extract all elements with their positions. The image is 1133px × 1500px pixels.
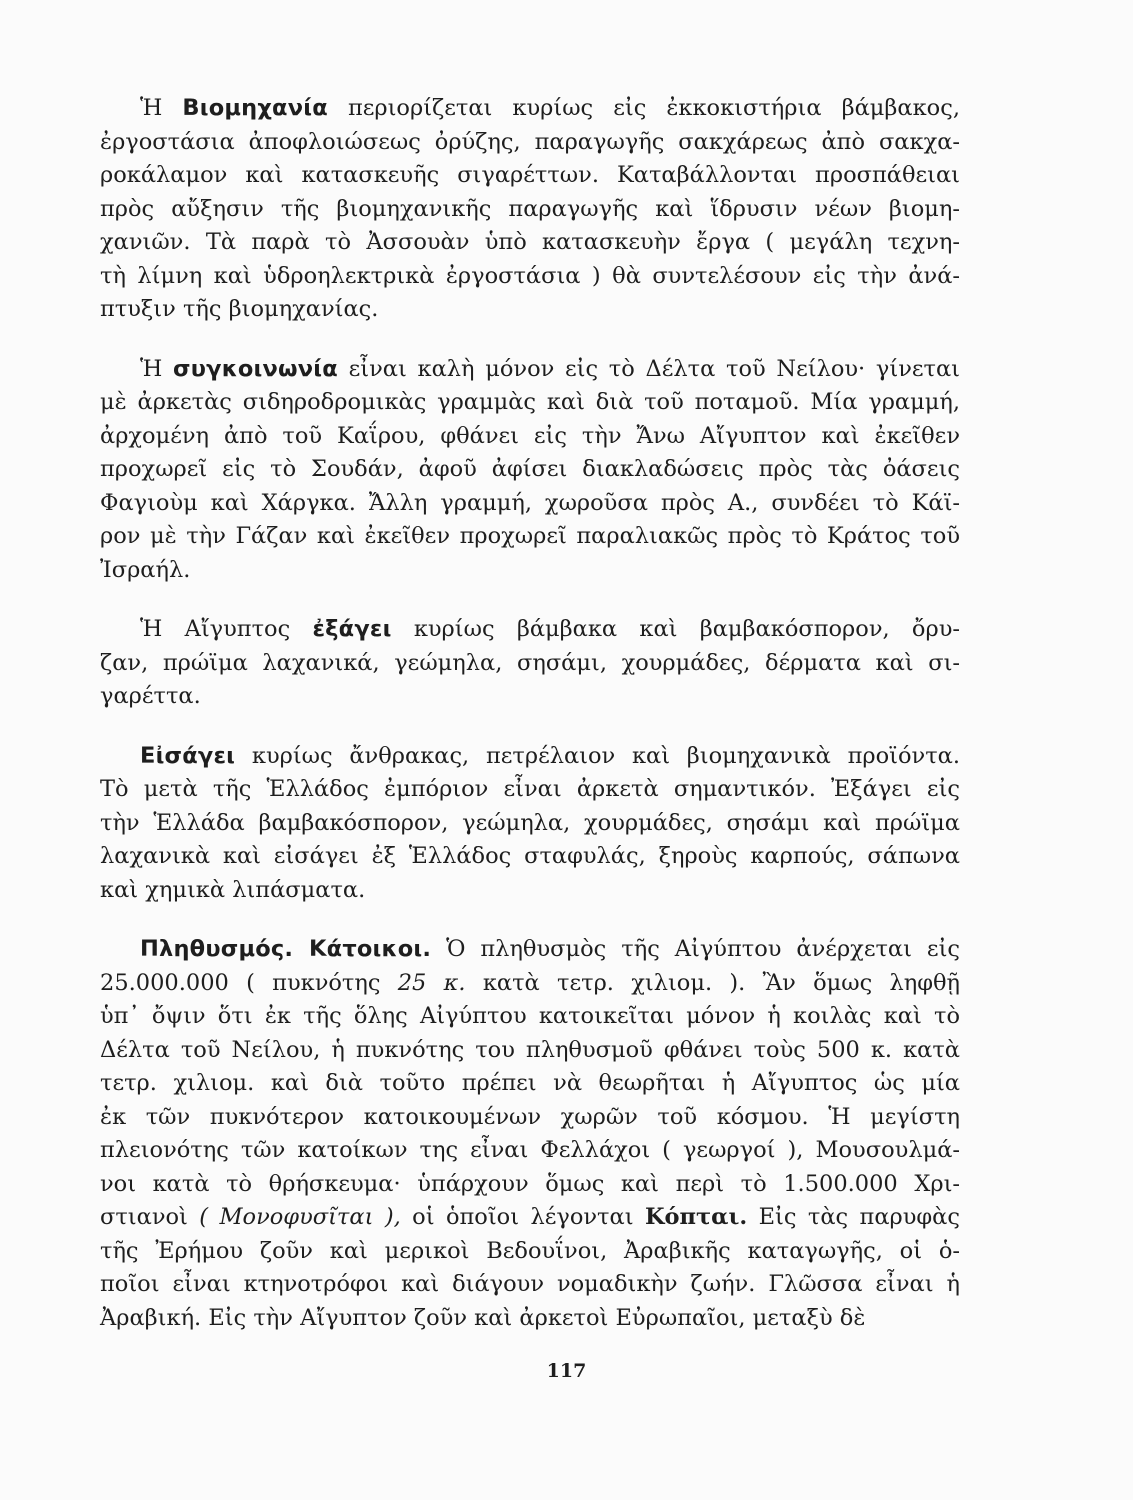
text-line [100,773,960,805]
heading-term: Βιομηχανία [182,95,328,121]
text-line [100,967,960,999]
text-line [100,554,960,586]
text-run: ζαν, πρώϊμα λαχανικά, γεώμηλα, σησάμι, χουρμάδες, δέρματα καὶ σι- [100,650,960,676]
text-line [100,126,960,158]
text-run: πλειονότης τῶν κατοίκων της εἶναι Φελλάχοι ( γεωργοί ), Μουσουλμά- [100,1137,960,1163]
text-line [100,193,960,225]
text-line [100,226,960,258]
text-line [100,874,960,906]
text-run: Ἰσραήλ. [100,557,191,583]
text-line [100,933,960,965]
text-line [100,1168,960,1200]
text-run: ἐκ τῶν πυκνότερον κατοικουμένων χωρῶν τοῦ κόσμου. Ἡ μεγίστη [100,1104,960,1130]
text-run: Ὁ πληθυσμὸς τῆς Αἰγύπτου ἀνέρχεται εἰς [431,936,961,962]
bold-term: Κόπται. [644,1204,748,1230]
text-run: ποῖοι εἶναι κτηνοτρόφοι καὶ διάγουν νομαδικὴν ζωήν. Γλῶσσα εἶναι ἡ [100,1271,960,1297]
text-line [100,1268,960,1300]
text-run: 25.000.000 ( πυκνότης [100,970,398,996]
text-line [100,1034,960,1066]
text-run: τὴ λίμνη καὶ ὑδροηλεκτρικὰ ἐργοστάσια ) θὰ συντελέσουν εἰς τὴν ἀνά- [100,263,960,289]
text-run: νοι κατὰ τὸ θρήσκευμα· ὑπάρχουν ὅμως καὶ περὶ τὸ 1.500.000 Χρι- [100,1171,960,1197]
text-line [100,487,960,519]
text-run: ἐργοστάσια ἀποφλοιώσεως ὀρύζης, παραγωγῆς σακχάρεως ἀπὸ σακχα- [100,129,960,155]
text-line [100,680,960,712]
text-run: Φαγιοὺμ καὶ Χάργκα. Ἄλλη γραμμή, χωροῦσα πρὸς Α., συνδέει τὸ Κάϊ- [100,490,960,516]
text-run: πτυξιν τῆς βιομηχανίας. [100,296,379,322]
text-run: Τὸ μετὰ τῆς Ἑλλάδος ἐμπόριον εἶναι ἀρκετὰ σημαντικόν. Ἐξάγει εἰς [100,776,960,802]
text-line [100,260,960,292]
text-run: ροκάλαμον καὶ κατασκευῆς σιγαρέττων. Καταβάλλονται προσπάθειαι [100,162,960,188]
text-run: λαχανικὰ καὶ εἰσάγει ἐξ Ἑλλάδος σταφυλάς, ξηροὺς καρπούς, σάπωνα [100,843,960,869]
text-run: τετρ. χιλιομ. καὶ διὰ τοῦτο πρέπει νὰ θεωρῆται ἡ Αἴγυπτος ὡς μία [100,1070,960,1096]
text-run: ὑπ᾿ ὄψιν ὅτι ἐκ τῆς ὅλης Αἰγύπτου κατοικεῖται μόνον ἡ κοιλὰς καὶ τὸ [100,1003,960,1029]
italic-run: ( Μονοφυσῖται ), [199,1204,401,1230]
text-line [100,647,960,679]
heading-term: ἐξάγει [312,616,392,642]
text-run: κυρίως ἄνθρακας, πετρέλαιον καὶ βιομηχανικὰ προϊόντα. [235,743,960,769]
text-run: τῆς Ἐρήμου ζοῦν καὶ μερικοὶ Βεδουΐνοι, Ἀραβικῆς καταγωγῆς, οἱ ὁ- [100,1238,960,1264]
text-run: ἀρχομένη ἀπὸ τοῦ Καΐρου, φθάνει εἰς τὴν Ἄνω Αἴγυπτον καὶ ἐκεῖθεν [100,423,960,449]
text-run: στιανοὶ [100,1204,200,1230]
heading-term: Εἰσάγει [140,743,236,769]
text-line [100,420,960,452]
text-run: εἶναι καλὴ μόνον εἰς τὸ Δέλτα τοῦ Νείλου· γίνεται [337,356,960,382]
text-run: Εἰς τὰς παρυφὰς [747,1204,960,1230]
text-line [100,293,960,325]
heading-term: συγκοινωνία [173,356,338,382]
text-line [100,840,960,872]
text-line [100,613,960,645]
page-number: 117 [546,1360,587,1382]
text-line [100,1067,960,1099]
text-line [100,353,960,385]
text-run: Δέλτα τοῦ Νείλου, ἡ πυκνότης του πληθυσμοῦ φθάνει τοὺς 500 κ. κατὰ [100,1037,960,1063]
text-line [100,1235,960,1267]
text-line [100,740,960,772]
text-run: Ἡ [140,356,174,382]
text-run: περιορίζεται κυρίως εἰς ἐκκοκιστήρια βάμβακος, [327,95,960,121]
text-line [100,92,960,124]
text-line [100,1000,960,1032]
text-line [100,1201,960,1233]
text-run: τὴν Ἑλλάδα βαμβακόσπορον, γεώμηλα, χουρμάδες, σησάμι καὶ πρώϊμα [100,810,960,836]
text-line [100,159,960,191]
text-run: πρὸς αὔξησιν τῆς βιομηχανικῆς παραγωγῆς καὶ ἵδρυσιν νέων βιομη- [100,196,960,222]
text-line [100,1134,960,1166]
text-run: χανιῶν. Τὰ παρὰ τὸ Ἀσσουὰν ὑπὸ κατασκευὴν ἔργα ( μεγάλη τεχνη- [100,229,960,255]
text-line [100,453,960,485]
text-line [100,1302,960,1334]
text-run: Ἀραβική. Εἰς τὴν Αἴγυπτον ζοῦν καὶ ἀρκετοὶ Εὐρωπαῖοι, μεταξὺ δὲ [100,1305,866,1331]
text-line [100,807,960,839]
text-run: προχωρεῖ εἰς τὸ Σουδάν, ἀφοῦ ἀφίσει διακλαδώσεις πρὸς τὰς ὀάσεις [100,456,960,482]
text-run: γαρέττα. [100,683,201,709]
text-run: Ἡ [140,95,183,121]
italic-run: 25 κ. [397,970,466,996]
text-run: μὲ ἀρκετὰς σιδηροδρομικὰς γραμμὰς καὶ διὰ τοῦ ποταμοῦ. Μία γραμμή, [100,389,960,415]
text-run: οἱ ὁποῖοι λέγονται [400,1204,645,1230]
text-run: καὶ χημικὰ λιπάσματα. [100,877,366,903]
text-run: κατὰ τετρ. χιλιομ. ). Ἂν ὅμως ληφθῇ [465,970,961,996]
text-line [100,520,960,552]
text-run: Ἡ Αἴγυπτος [140,616,313,642]
text-run: κυρίως βάμβακα καὶ βαμβακόσπορον, ὄρυ- [391,616,960,642]
heading-term: Πληθυσμός. Κάτοικοι. [140,936,432,962]
text-line [100,1101,960,1133]
text-run: ρον μὲ τὴν Γάζαν καὶ ἐκεῖθεν προχωρεῖ παραλιακῶς πρὸς τὸ Κράτος τοῦ [100,523,960,549]
text-line [100,386,960,418]
